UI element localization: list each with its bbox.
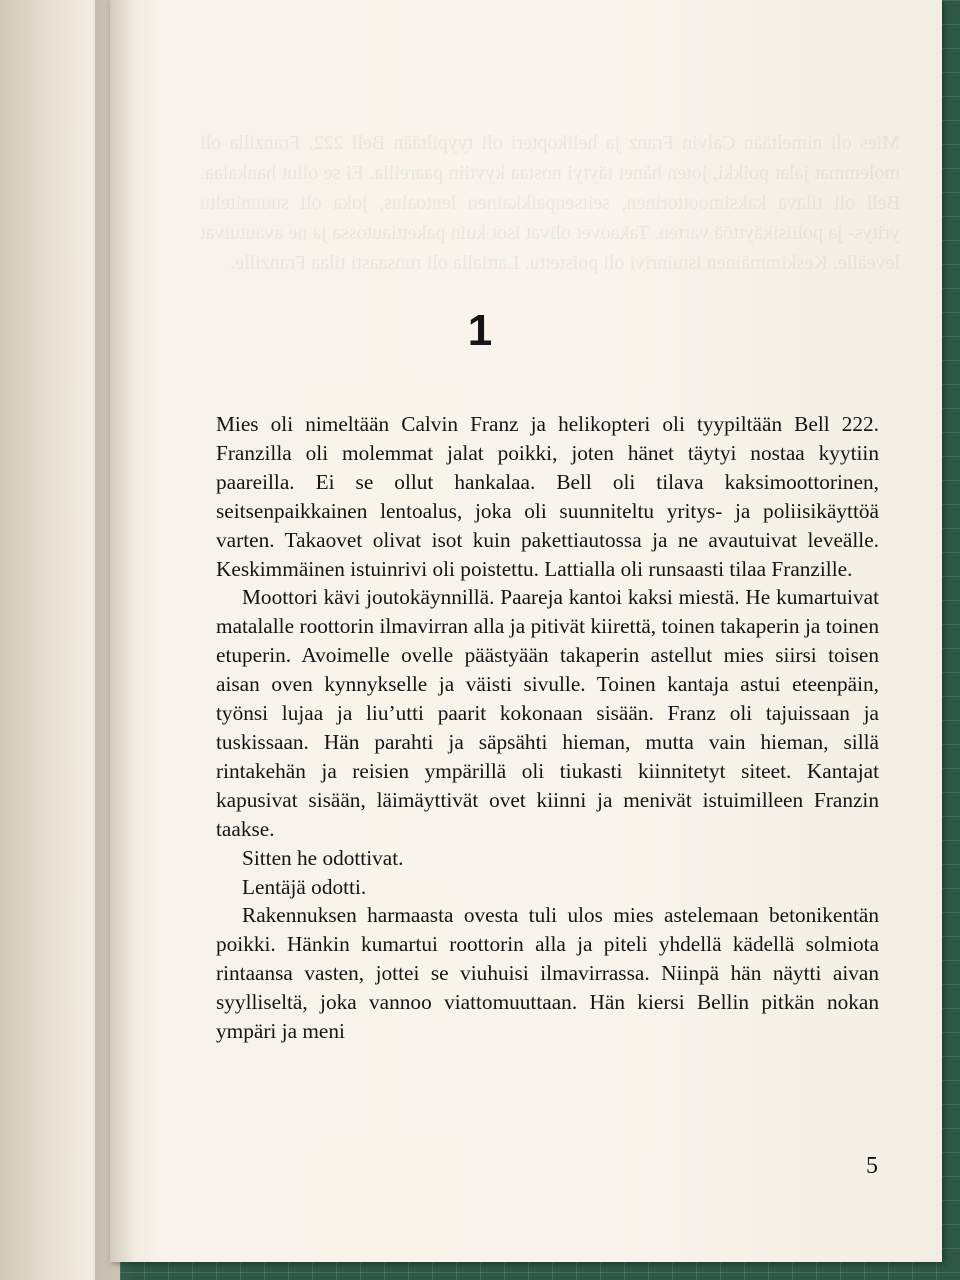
paragraph-5: Rakennuksen harmaasta ovesta tuli ulos mies astelemaan betonikentän poikki. Hänkin kumartui roottorin alla ja piteli yhdellä kädellä solmiota rintaansa vasten, jottei se viuhuisi ilmavirrassa. Niinpä hän näytti aivan syylliseltä, joka vannoo viattomuuttaan. Hän kiersi Bellin pitkän nokan ympäri ja meni (216, 903, 879, 1044)
paragraph-4: Lentäjä odotti. (242, 874, 367, 899)
paragraph-1: Mies oli nimeltään Calvin Franz ja helikopteri oli tyypiltään Bell 222. Franzilla oli molemmat jalat poikki, joten hänet täytyi nostaa kyytiin paareilla. Ei se ollut hankalaa. Bell oli tilava kaksimoottorinen, seitsenpaikkainen lentoalus, joka oli suunniteltu yritys- ja poliisikäyttöä varten. Takaovet olivat isot kuin pakettiautossa ja ne avautuivat leveälle. Keskimmäinen istuinrivi oli poistettu. Lattialla oli runsaasti tilaa Franzille. (216, 412, 879, 581)
show-through-paragraph: Mies oli nimeltään Calvin Franz ja helikopteri oli tyypiltään Bell 222. Franzilla oli molemmat jalat poikki, joten hänet täytyi nostaa kyytiin paareilla. Ei se ollut hankalaa. Bell oli tilava kaksimoottorinen, seitsenpaikkainen lentoalus, joka oli suunniteltu yritys- ja poliisikäyttöä varten. Takaovet olivat isot kuin pakettiautossa ja ne avautuivat leveälle. Keskimmäinen istuinrivi oli poistettu. Lattialla oli runsaasti tilaa Franzille. (200, 132, 900, 274)
chapter-body (216, 410, 879, 1046)
paragraph-3: Sitten he odottivat. (242, 845, 404, 870)
paragraph-2: Moottori kävi joutokäynnillä. Paareja kantoi kaksi miestä. He kumartuivat matalalle roottorin ilmavirran alla ja pitivät kiirettä, toinen takaperin ja toinen etuperin. Avoimelle ovelle päästyään takaperin astellut mies siirsi toisen aisan oven kynnykselle ja väisti sivulle. Toinen kantaja astui eteenpäin, työnsi lujaa ja liu’utti paarit kokonaan sisään. Franz oli tajuissaan ja tuskissaan. Hän parahti ja säpsähti hieman, mutta vain hieman, sillä rintakehän ja reisien ympärillä oli tiukasti kiinnitetyt siteet. Kantajat kapusivat sisään, läimäyttivät ovet kiinni ja menivät istuimilleen Franzin taakse. (216, 585, 879, 841)
page-number: 5 (866, 1153, 878, 1179)
chapter-number: 1 (467, 306, 493, 355)
book-gutter-shadow (95, 0, 135, 1280)
